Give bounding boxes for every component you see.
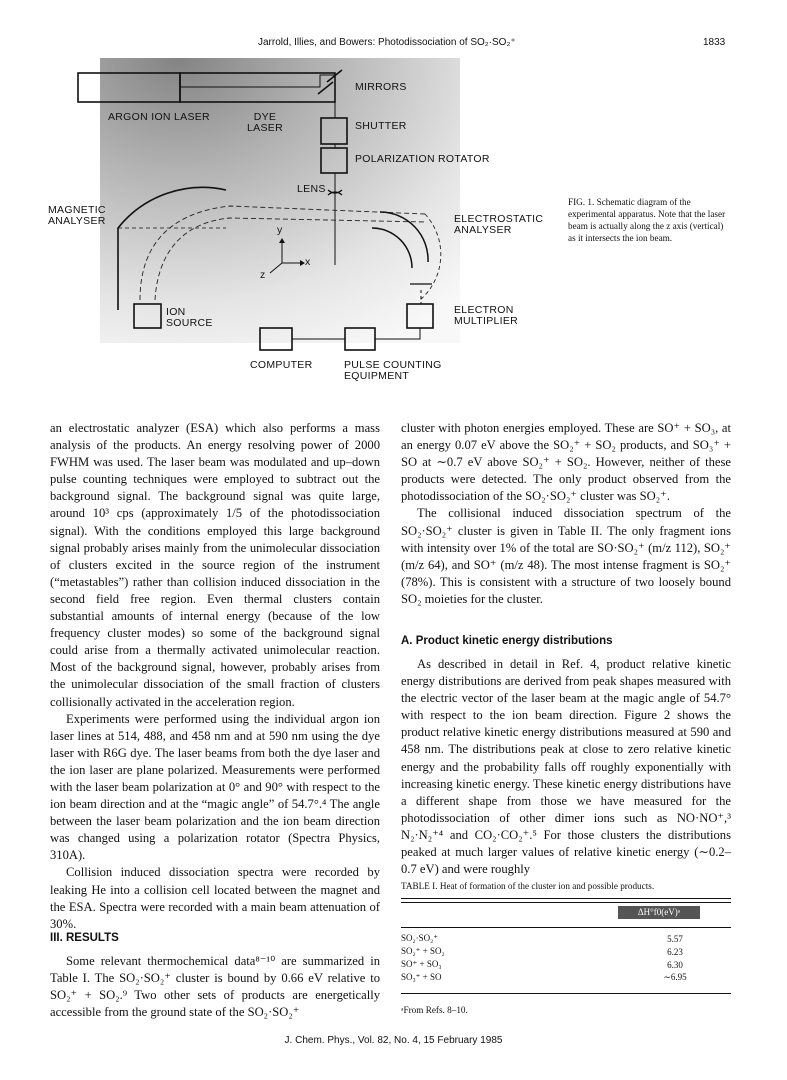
label-electron-multiplier: ELECTRON MULTIPLIER — [454, 304, 519, 327]
figure-caption: FIG. 1. Schematic diagram of the experimental apparatus. Note that the laser beam is actually along the z axis (vertical) as it intersects the ion beam. — [568, 197, 726, 243]
label-axis-y: y — [277, 224, 283, 236]
label-polarization-rotator: POLARIZATION ROTATOR — [355, 153, 490, 165]
right-paragraph-1: cluster with photon energies employed. These are SO⁺ + SO₃, at an energy 0.07 eV above the SO₂⁺ + SO₂ products, and SO₃⁺ + SO at ∼0.7 eV above SO₂⁺ + SO₂. However, neither of these products were detected. The only product observed from the photodissociation of the SO₂·SO₂⁺ cluster was SO₂⁺. — [401, 421, 731, 504]
table-body — [401, 932, 731, 984]
left-paragraph-1: an electrostatic analyzer (ESA) which also performs a mass analysis of the products. An energy resolving power of 2000 FWHM was used. The laser beam was modulated and up–down pulse counting techniques were employed to subtract out the background signal. The background signal was quite large, around 10³ cps (approximately 1/5 of the photodissociation signal). With the conditions employed this large background signal probably arises mainly from the unimolecular dissociation of clusters excited in the source region of the instrument (“metastables”) rather than collision induced dissociation in the second field free region. Even thermal clusters contain substantial amounts of internal energy (because of the low frequency cluster modes) so some of the background signal could arise from a thermally activated unimolecular reaction. Most of the background signal, however, probably arises from the unimolecular dissociation of the small fraction of clusters collisionally activated in the acceleration region. — [50, 421, 380, 709]
table-footnote: ᵃFrom Refs. 8–10. — [401, 1005, 468, 1015]
right-column-kinetic — [401, 656, 731, 878]
table-cell-species: SO⁺ + SO₃ — [401, 959, 442, 969]
table-top-rule-2 — [401, 902, 731, 903]
label-dye-laser: DYE LASER — [247, 111, 283, 134]
right-paragraph-3: As described in detail in Ref. 4, product relative kinetic energy distributions are derived from peak shapes measured with the electric vector of the laser beam at the magic angle of 54.7° with respect to the ion beam direction. Figure 2 shows the product relative kinetic energy distributions measured at 590 and 458 nm. The distributions peak at close to zero relative kinetic energy and the probability falls off roughly exponentially with increasing kinetic energy. These kinetic energy distributions have a different shape from those we have measured for the photodissociation of other dimer ions such as NO·NO⁺,³ N₂·N₂⁺⁴ and CO₂·CO₂⁺.⁵ For those clusters the distributions peaked at much larger values of relative kinetic energy (∼0.2–0.7 eV) and were roughly — [401, 657, 731, 877]
label-pulse-counting-equipment: PULSE COUNTING EQUIPMENT — [344, 359, 442, 382]
section-heading-kinetic: A. Product kinetic energy distributions — [401, 635, 613, 647]
label-shutter: SHUTTER — [355, 120, 407, 132]
left-column-results — [50, 953, 380, 1021]
label-axis-z: z — [260, 269, 266, 281]
figure-1 — [0, 0, 787, 400]
table-top-rule — [401, 898, 731, 899]
table-row — [401, 945, 731, 958]
label-electrostatic-analyser: ELECTROSTATIC ANALYSER — [454, 213, 544, 236]
right-column — [401, 420, 731, 608]
table-cell-value: 6.30 — [667, 959, 683, 970]
label-axis-x: x — [305, 256, 311, 268]
running-title: Jarrold, Illies, and Bowers: Photodissociation of SO₂·SO₂⁺ — [258, 37, 516, 48]
table-caption: TABLE I. Heat of formation of the cluster ion and possible products. — [401, 881, 655, 891]
left-column — [50, 420, 380, 933]
table-cell-value: 6.23 — [667, 946, 683, 957]
table-cell-value: 5.57 — [667, 933, 683, 944]
table-cell-species: SO₂⁺ + SO₂ — [401, 946, 445, 956]
label-magnetic-analyser: MAGNETIC ANALYSER — [48, 204, 106, 227]
label-lens: LENS — [297, 183, 326, 195]
table-row — [401, 932, 731, 945]
table-bottom-rule — [401, 993, 731, 994]
journal-citation: J. Chem. Phys., Vol. 82, No. 4, 15 February 1985 — [284, 1035, 503, 1046]
right-paragraph-2: The collisional induced dissociation spectrum of the SO₂·SO₂⁺ cluster is given in Table II. The only fragment ions with intensity over 1% of the total are SO·SO₂⁺ (m/z 112), SO₂⁺ (m/z 64), and SO⁺ (m/z 48). The most intense fragment is SO₂⁺ (78%). This is consistent with a structure of two loosely bound SO₂ moieties for the cluster. — [401, 506, 731, 606]
shaded-background — [100, 58, 460, 343]
label-argon-ion-laser: ARGON ION LASER — [108, 111, 210, 123]
table-header-rule — [401, 927, 731, 928]
label-ion-source: ION SOURCE — [166, 306, 213, 329]
table-row — [401, 958, 731, 971]
section-heading-results: III. RESULTS — [50, 932, 119, 944]
table-cell-species: SO₂·SO₂⁺ — [401, 933, 439, 943]
label-computer: COMPUTER — [250, 359, 313, 371]
left-paragraph-4: Some relevant thermochemical data⁸⁻¹⁰ are summarized in Table I. The SO₂·SO₂⁺ cluster is bound by 0.66 eV relative to SO₂⁺ + SO₂.⁹ Two other sets of products are energetically accessible from the ground state of the SO₂·SO₂⁺ — [50, 954, 380, 1020]
table-row — [401, 971, 731, 984]
page-number: 1833 — [703, 37, 726, 48]
left-paragraph-3: Collision induced dissociation spectra were recorded by leaking He into a collision cell located between the magnet and the ESA. Spectra were recorded with a main beam attenuation of 30%. — [50, 865, 380, 931]
label-mirrors: MIRRORS — [355, 81, 407, 93]
table-1 — [401, 932, 731, 984]
table-column-header: ΔH°f0(eV)ᵃ — [618, 906, 700, 919]
table-cell-value: ∼6.95 — [663, 972, 687, 982]
left-paragraph-2: Experiments were performed using the individual argon ion laser lines at 514, 488, and 458 nm and at 590 nm using the dye laser with R6G dye. The laser beams from both the dye laser and the ion laser are plane polarized. Measurements were performed with the laser beam polarization at 0° and 90° with respect to the ion beam direction and at the “magic angle” of 54.7°.⁴ The angle between the laser beam polarization and the ion beam direction was changed using a polarization rotator (Spectra Physics, 310A). — [50, 711, 380, 863]
table-cell-species: SO₃⁺ + SO — [401, 972, 442, 982]
